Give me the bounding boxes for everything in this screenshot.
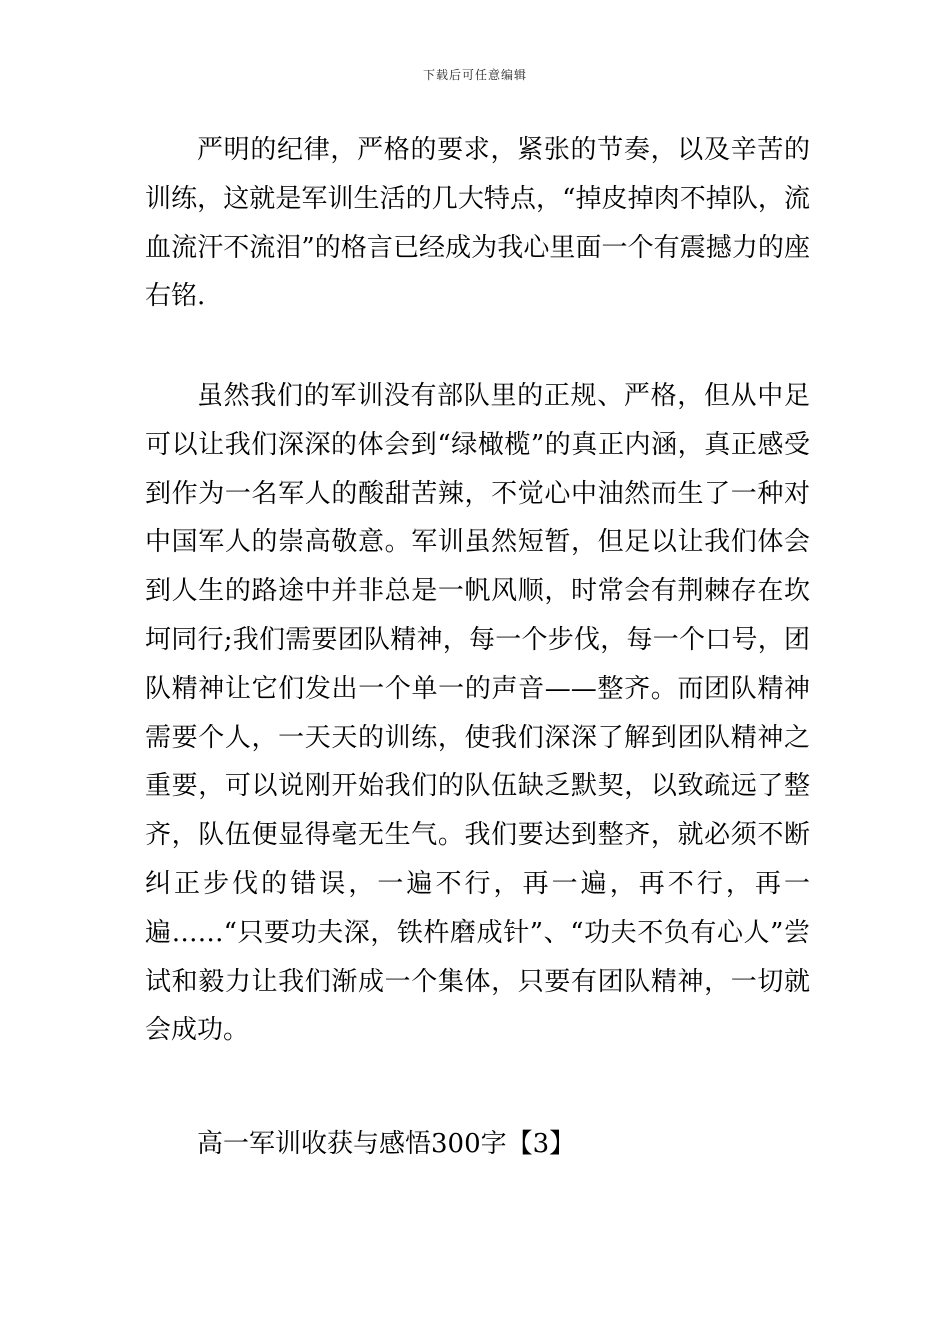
body-paragraph-2: 虽然我们的军训没有部队里的正规、严格，但从中足可以让我们深深的体会到“绿橄榄”的真正内涵，真正感受到作为一名军人的酸甜苦辣，不觉心中油然而生了一种对中国军人的崇高敬意。军训虽然短暂，但足以让我们体会到人生的路途中并非总是一帆风顺，时常会有荆棘存在坎坷同行;我们需要团队精神，每一个步伐，每一个口号，团队精神让它们发出一个单一的声音——整齐。而团队精神需要个人，一天天的训练，使我们深深了解到团队精神之重要，可以说刚开始我们的队伍缺乏默契，以致疏远了整齐，队伍便显得毫无生气。我们要达到整齐，就必须不断纠正步伐的错误，一遍不行，再一遍，再不行，再一遍……“只要功夫深，铁杵磨成针”、“功夫不负有心人”尝试和毅力让我们渐成一个集体，只要有团队精神，一切就会成功。 [145,381,810,1046]
body-paragraph-1: 严明的纪律，严格的要求，紧张的节奏，以及辛苦的训练，这就是军训生活的几大特点，“掉皮掉肉不掉队，流血流汗不流泪”的格言已经成为我心里面一个有震撼力的座右铭. [145,135,810,312]
header-note: 下载后可任意编辑 [422,68,527,82]
section-heading: 高一军训收获与感悟300字【3】 [197,1129,576,1159]
